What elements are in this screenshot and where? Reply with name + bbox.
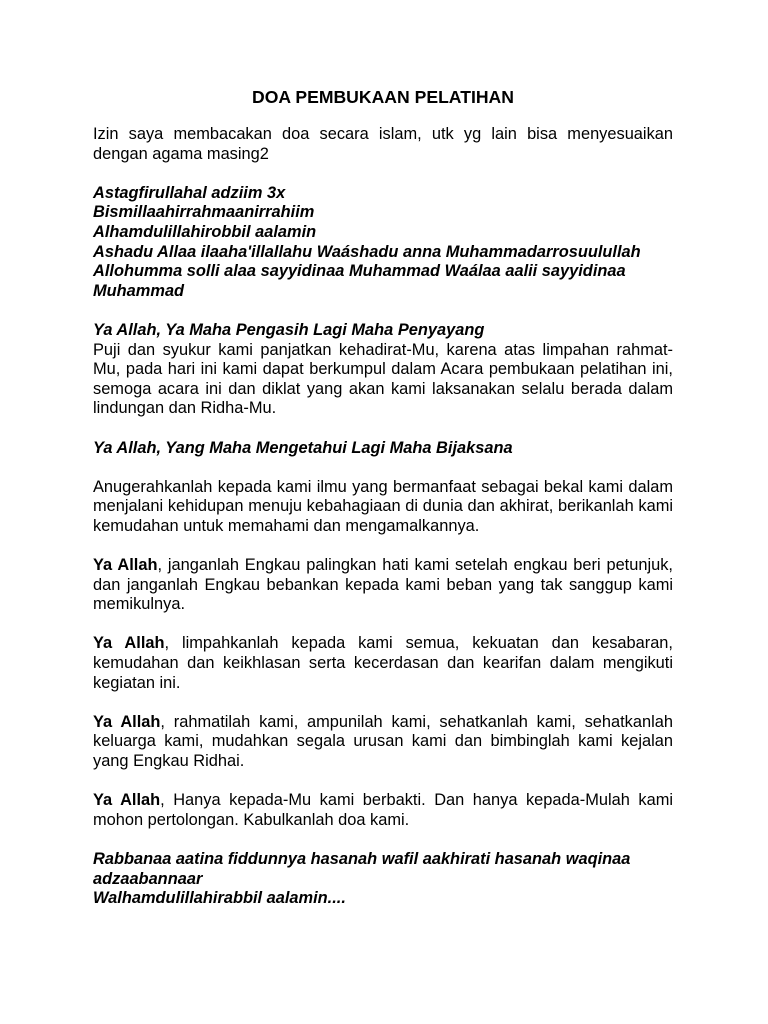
document-page	[93, 86, 673, 909]
prayer-paragraph	[93, 634, 673, 693]
prayer-text: , rahmatilah kami, ampunilah kami, sehatkanlah kami, sehatkanlah keluarga kami, mudahkan segala urusan kami dan bimbinglah kami kejalan yang Engkau Ridhai.	[93, 712, 673, 770]
closing-prayer-block	[93, 850, 673, 909]
opening-prayer-block	[93, 184, 673, 302]
document-title: DOA PEMBUKAAN PELATIHAN	[252, 87, 514, 107]
prayer-paragraph	[93, 713, 673, 772]
prayer-lead: Ya Allah	[93, 712, 161, 731]
section-paragraph: Puji dan syukur kami panjatkan kehadirat-Mu, karena atas limpahan rahmat-Mu, pada hari ini kami dapat berkumpul dalam Acara pembukaan pelatihan ini, semoga acara ini dan diklat yang akan kami laksanakan selalu berada dalam lindungan dan Ridha-Mu.	[93, 340, 673, 418]
opening-line: Ashadu Allaa ilaaha'illallahu Waáshadu anna Muhammadarrosuulullah	[93, 242, 641, 261]
prayer-paragraph	[93, 556, 673, 615]
closing-line: Walhamdulillahirabbil aalamin....	[93, 889, 346, 908]
section-heading: Ya Allah, Yang Maha Mengetahui Lagi Maha Bijaksana	[93, 438, 513, 457]
section-pengasih	[93, 321, 673, 419]
prayer-paragraph	[93, 791, 673, 830]
prayer-text: , Hanya kepada-Mu kami berbakti. Dan hanya kepada-Mulah kami mohon pertolongan. Kabulkanlah doa kami.	[93, 791, 673, 829]
prayer-lead: Ya Allah	[93, 791, 161, 810]
prayer-lead: Ya Allah	[93, 634, 165, 653]
opening-line: Bismillaahirrahmaanirrahiim	[93, 203, 315, 222]
intro-paragraph: Izin saya membacakan doa secara islam, utk yg lain bisa menyesuaikan dengan agama masing2	[93, 125, 673, 163]
prayer-text: , janganlah Engkau palingkan hati kami setelah engkau beri petunjuk, dan janganlah Engkau bebankan kepada kami beban yang tak sanggup kami memikulnya.	[93, 556, 673, 614]
opening-line: Allohumma solli alaa sayyidinaa Muhammad Waálaa aalii sayyidinaa Muhammad	[93, 262, 626, 300]
closing-line: Rabbanaa aatina fiddunnya hasanah wafil aakhirati hasanah waqinaa adzaabannaar	[93, 849, 631, 888]
section-paragraph: Anugerahkanlah kepada kami ilmu yang bermanfaat sebagai bekal kami dalam menjalani kehidupan menuju kebahagiaan di dunia dan akhirat, berikanlah kami kemudahan untuk memahami dan mengamalkannya.	[93, 477, 673, 535]
prayer-lead: Ya Allah	[93, 556, 158, 575]
section-heading: Ya Allah, Ya Maha Pengasih Lagi Maha Penyayang	[93, 320, 485, 339]
opening-line: Astagfirullahal adziim 3x	[93, 183, 286, 202]
opening-line: Alhamdulillahirobbil aalamin	[93, 222, 317, 241]
prayer-text: , limpahkanlah kepada kami semua, kekuatan dan kesabaran, kemudahan dan keikhlasan serta kecerdasan dan kearifan dalam mengikuti kegiatan ini.	[93, 634, 673, 692]
